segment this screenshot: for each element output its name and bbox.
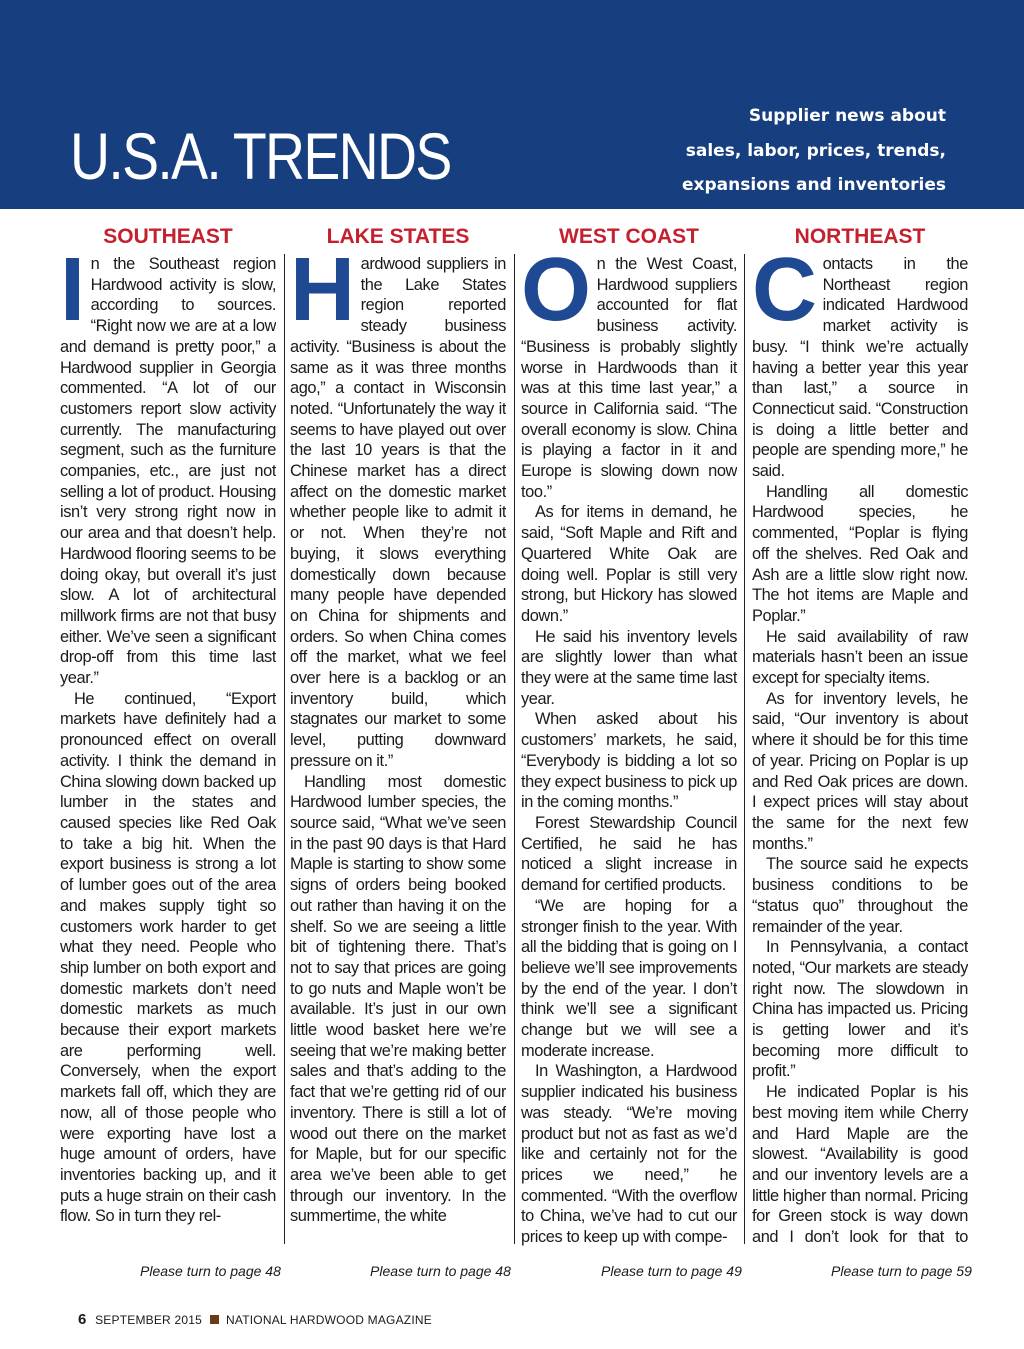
subtitle-line: expansions and inventories — [682, 175, 946, 195]
paragraph: Hardwood suppliers in the Lake States region reported steady business activity. “Business is about the same as it was three months ago,” a contact in Wisconsin noted. “Unfortunately the way it seems to have played out over the last 10 years is that the Chinese market has a direct affect on the domestic market whether people like to admit it or not. When they’re not buying, it slows everything domestically down because many people have depended on China for shipments and orders. So when China comes off the market, what we feel over here is a backlog or an inventory build, which stagnates our market to some level, putting downward pressure on it.” — [290, 240, 506, 770]
paragraph: On the West Coast, Hardwood suppliers accounted for flat business activity. “Business is probably slightly worse in Hardwoods than it was at this time last year,” a source in California said. “The overall economy is slow. China is playing a factor in it and Europe is slowing down now too.” — [521, 240, 737, 501]
article-body — [521, 240, 737, 1246]
paragraph: He said availability of raw materials hasn’t been an issue except for specialty items. — [752, 627, 968, 688]
paragraph: He indicated Poplar is his best moving item while Cherry and Hard Maple are the slowest. “Availability is good and our inventory levels are a little higher than normal. Pricing for Green stock is way down and I don’t look for that to — [752, 1083, 968, 1246]
header-subtitle — [626, 99, 946, 203]
paragraph: “We are hoping for a stronger finish to the year. With all the bidding that is going on I believe we’ll see improvements by the end of the year. I don’t think we’ll see a significant change but we will see a moderate increase. — [521, 896, 737, 1060]
subtitle-line: sales, labor, prices, trends, — [685, 140, 946, 161]
paragraph: He said his inventory levels are slightly lower than what they were at the same time last year. — [521, 627, 737, 708]
paragraph: In Pennsylvania, a contact noted, “Our markets are steady right now. The slowdown in China has impacted us. Pricing is getting lower and it’s becoming more difficult to profit.” — [752, 938, 968, 1081]
page-number: 6 — [78, 1311, 87, 1328]
column-heading: LAKE STATES — [326, 225, 470, 248]
continued-notice: Please turn to page 48 — [370, 1263, 511, 1279]
paragraph: Handling most domestic Hardwood lumber species, the source said, “What we’ve seen in the past 90 days is that Hard Maple is starting to show some signs of orders being booked out rather than having it on the shelf. So we are seeing a little bit of tightening there. That’s not to say that prices are going to go nuts and Maple won’t be available. It’s just in our own little wood basket here we’re seeing that we’re making better sales and that’s adding to the fact that we’re getting rid of our inventory. There is still a lot of wood out there on the market for Maple, but for our specific area we’ve been able to get through our inventory. In the summertime, the white — [290, 772, 506, 1226]
page-footer — [78, 1311, 432, 1328]
drop-cap: H — [290, 240, 355, 340]
column-west-coast — [521, 224, 737, 1246]
subtitle-line: Supplier news about — [748, 106, 946, 126]
page-title: U.S.A. TRENDS — [70, 119, 451, 193]
paragraph: Handling all domestic Hardwood species, he commented, “Poplar is flying off the shelves. Red Oak and Ash are a little slow right now. The hot items are Maple and Poplar.” — [752, 482, 968, 625]
separator-square — [210, 1315, 219, 1324]
drop-cap: I — [60, 240, 85, 340]
article-body — [752, 240, 968, 1246]
column-divider — [744, 254, 745, 1244]
paragraph: Contacts in the Northeast region indicated Hardwood market activity is busy. “I think we’re actually having a better year this year than last,” a source in Connecticut said. “Construction is doing a little better and people are spending more,” he said. — [752, 240, 968, 481]
header-banner — [0, 0, 1024, 209]
drop-cap: O — [521, 240, 591, 340]
article-body — [290, 240, 506, 1227]
column-southeast — [60, 224, 276, 1246]
column-northeast — [752, 224, 968, 1246]
paragraph: As for inventory levels, he said, “Our inventory is about where it should be for this time of year. Pricing on Poplar is up and Red Oak prices are down. I expect prices will stay about the same for the next few months.” — [752, 689, 968, 853]
paragraph: In the Southeast region Hardwood activity is slow, according to sources. “Right now we are at a low and demand is pretty poor,” a Hardwood supplier in Georgia commented. “A lot of our customers report slow activity currently. The manufacturing segment, such as the furniture companies, etc., are just not selling a lot of product. Housing isn’t very strong right now in our area and that doesn’t help. Hardwood flooring seems to be doing okay, but overall it’s just slow. A lot of architectural millwork firms are not that busy either. We’ve seen a significant drop-off from this time last year.” — [60, 240, 276, 688]
paragraph: He continued, “Export markets have definitely had a pronounced effect on overall activity. I think the demand in China slowing down backed up lumber in the states and caused species like Red Oak to take a big hit. When the export business is strong a lot of lumber goes out of the area and makes supply tight so customers work harder to get what they need. People who ship lumber on both export and domestic markets don’t need domestic markets as much because their export markets are performing well. Conversely, when the export markets fall off, which they are now, all of those people who were exporting have lost a huge amount of orders, have inventories backing up, and it puts a huge strain on their cash flow. So in turn they rel- — [60, 689, 276, 1226]
continued-notice: Please turn to page 49 — [601, 1263, 742, 1279]
column-divider — [284, 254, 285, 1244]
continued-notice: Please turn to page 48 — [140, 1263, 281, 1279]
paragraph: As for items in demand, he said, “Soft Maple and Rift and Quartered White Oak are doing well. Poplar is still very strong, but Hickory has slowed down.” — [521, 503, 737, 625]
paragraph: In Washington, a Hardwood supplier indicated his business was steady. “We’re moving product but not as fast as we’d like and certainly not for the prices we need,” he commented. “With the overflow to China, we’ve had to cut our prices to keep up with compe- — [521, 1062, 737, 1246]
column-heading: NORTHEAST — [794, 225, 926, 248]
paragraph: The source said he expects business conditions to be “status quo” throughout the remainder of the year. — [752, 855, 968, 936]
column-heading: SOUTHEAST — [103, 225, 233, 248]
paragraph: When asked about his customers’ markets, he said, “Everybody is bidding a lot so they expect business to pick up in the coming months.” — [521, 710, 737, 812]
column-divider — [514, 254, 515, 1244]
continued-notice: Please turn to page 59 — [831, 1263, 972, 1279]
drop-cap: C — [752, 240, 817, 340]
column-heading: WEST COAST — [559, 225, 699, 248]
column-lake-states — [290, 224, 506, 1246]
paragraph: Forest Stewardship Council Certified, he said he has noticed a slight increase in demand for certified products. — [521, 813, 737, 895]
article-body — [60, 240, 276, 1227]
magazine-name: NATIONAL HARDWOOD MAGAZINE — [226, 1313, 432, 1327]
issue-date: SEPTEMBER 2015 — [95, 1313, 202, 1327]
